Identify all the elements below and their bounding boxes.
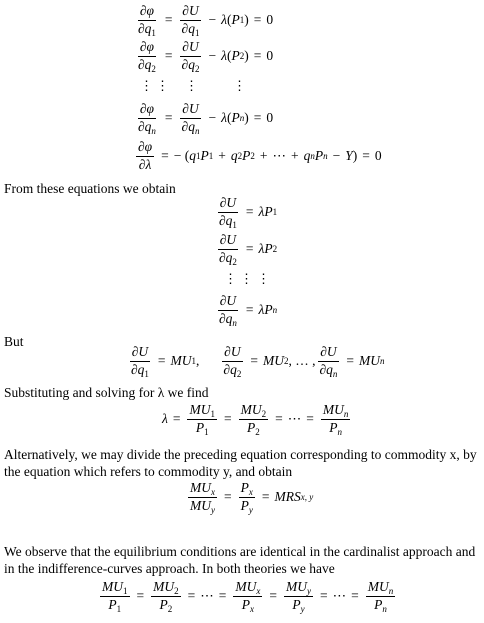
text-substituting: Substituting and solving for λ we find xyxy=(4,385,209,400)
equation-foc-1: $\frac{\partial\varphi}{\partial q_1}$ = $\frac{\partial U}{\partial q_1}$ − λ ( P 1 ) = 0 xyxy=(138,3,274,38)
equation-budget: $\frac{\partial\varphi}{\partial\lambda}$ = − ( q 1 P 1 + q 2 P 2 + ⋯ + q n P n − Y ) = 0 xyxy=(138,139,382,172)
equation-equilibrium: $\frac{MU_1}{P_1}$ = $\frac{MU_2}{P_2}$ = ⋯ = $\frac{MU_x}{P_x}$ = $\frac{MU_y}{P_y}$ = ⋯ = $\frac{MU_n}{P_n}$ xyxy=(102,579,394,614)
text-we-observe: We observe that the equilibrium conditions are identical in the cardinalist approach and in the indifference-curves approach. In both theories we have xyxy=(4,544,476,576)
equation-foc-n: $\frac{\partial\varphi}{\partial q_n}$ = $\frac{\partial U}{\partial q_n}$ − λ ( P n ) = 0 xyxy=(138,101,274,136)
vdots: ⋮ xyxy=(257,271,270,286)
vdots: ⋮ xyxy=(140,78,153,93)
vdots: ⋮ xyxy=(233,78,246,93)
fraction: $\frac{\partial\varphi}{\partial q_1}$ xyxy=(138,3,156,38)
equation-foc-2: $\frac{\partial\varphi}{\partial q_2}$ = $\frac{\partial U}{\partial q_2}$ − λ ( P 2 ) = 0 xyxy=(138,39,274,74)
text-from-equations: From these equations we obtain xyxy=(4,181,176,196)
vdots: ⋮ xyxy=(224,271,237,286)
vdots: ⋮ xyxy=(240,271,253,286)
equation-mrs: $\frac{MU_x}{MU_y}$ = $\frac{P_x}{P_y}$ = MRS x, y xyxy=(190,480,314,515)
equation-mu-1: $\frac{\partial U}{\partial q_1}$ = λ P 1 xyxy=(219,195,278,230)
equation-mu-n: $\frac{\partial U}{\partial q_n}$ = λ P n xyxy=(219,293,278,328)
text-but: But xyxy=(4,334,24,349)
equation-mu-definitions: $\frac{\partial U}{\partial q_1}$ = MU 1 , $\frac{\partial U}{\partial q_2}$ = MU 2 , … , $\frac{\partial U}{\partial q_n}$ = MU n xyxy=(131,344,385,379)
equation-mu-2: $\frac{\partial U}{\partial q_2}$ = λ P 2 xyxy=(219,232,278,267)
text-alternatively: Alternatively, we may divide the preceding equation corresponding to commodity x, by the equation which refers to commodity y, and obtain xyxy=(4,447,477,479)
vdots: ⋮ xyxy=(156,78,169,93)
vdots: ⋮ xyxy=(185,78,198,93)
equation-lambda-ratio: λ = $\frac{MU_1}{P_1}$ = $\frac{MU_2}{P_2}$ = ⋯ = $\frac{MU_n}{P_n}$ xyxy=(162,402,349,437)
